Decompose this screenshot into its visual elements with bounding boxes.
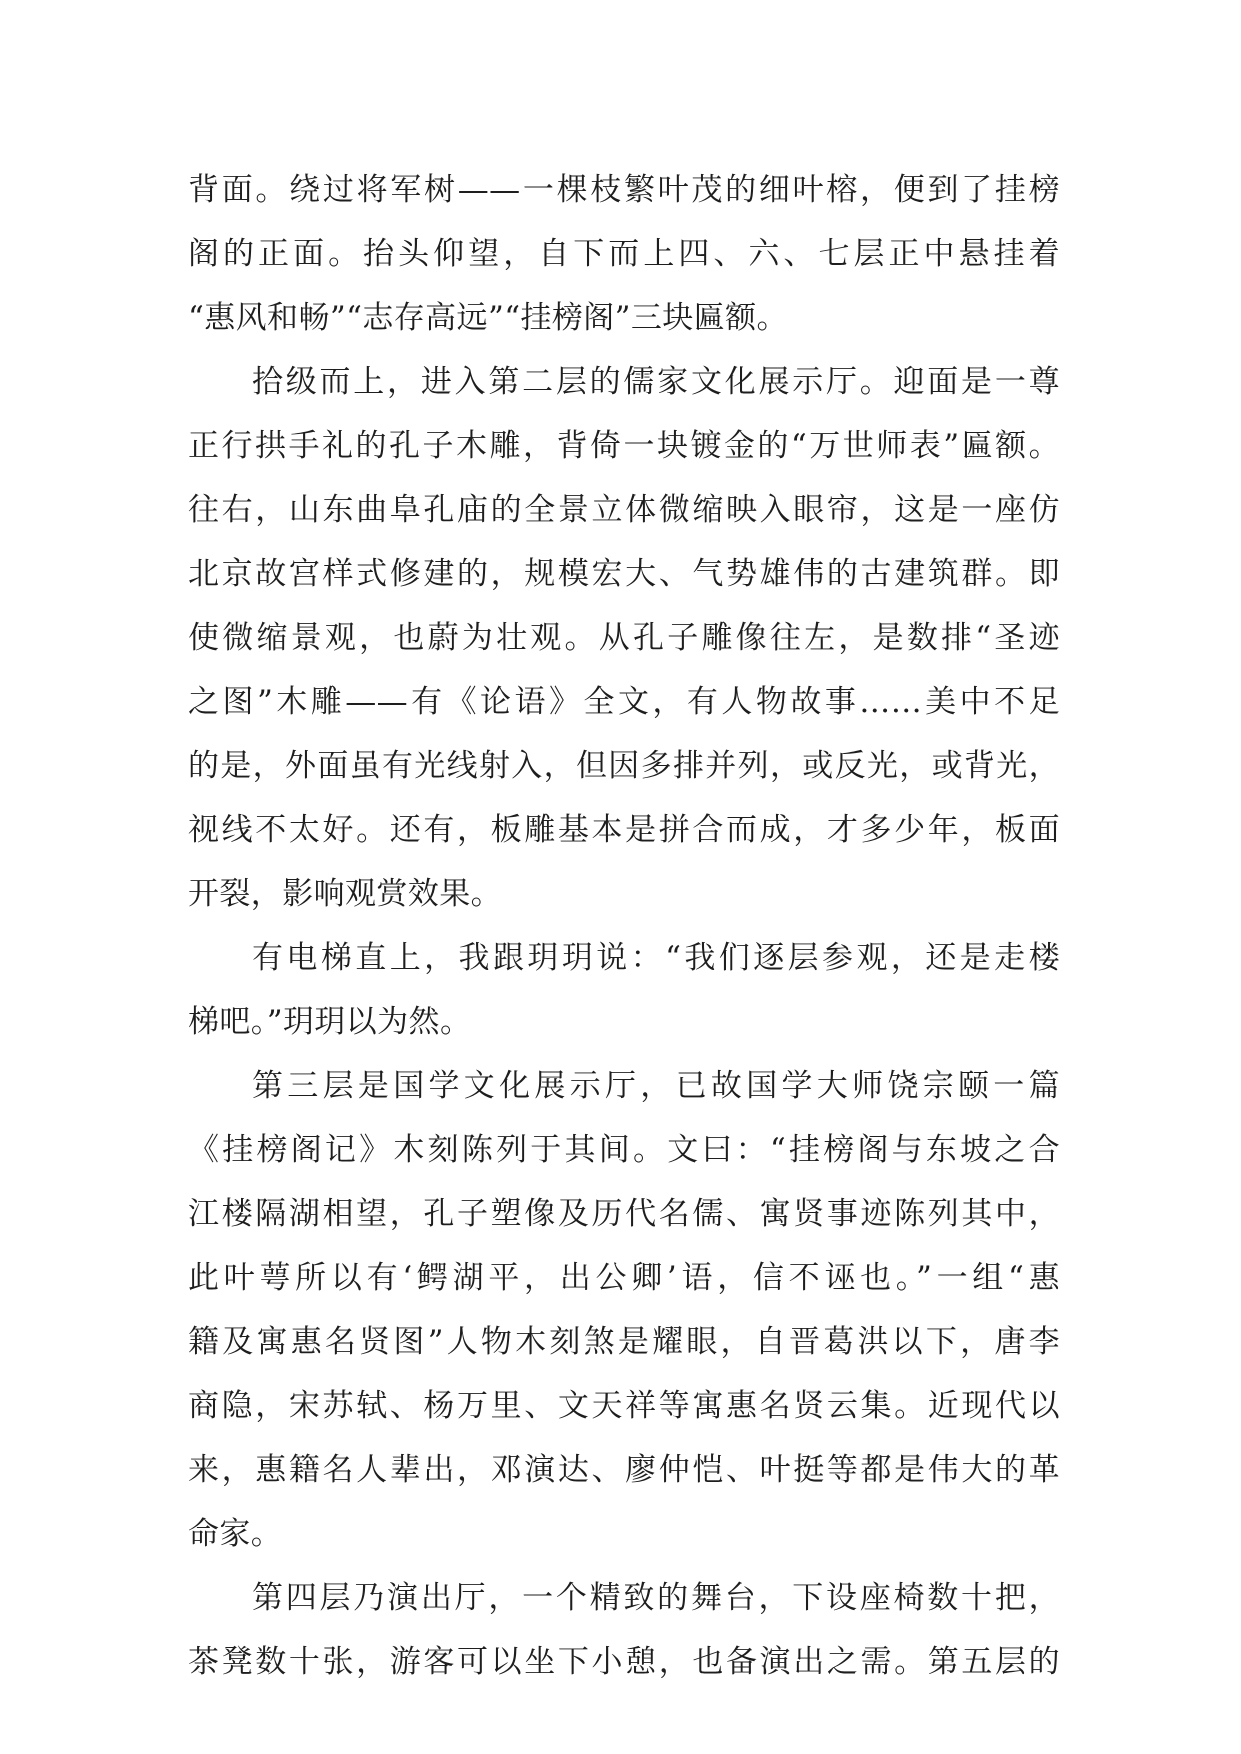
text-line: 阁的正面。抬头仰望，自下而上四、六、七层正中悬挂着 — [188, 236, 1060, 272]
text-line: 此叶萼所以有‘鳄湖平，出公卿’语，信不诬也。”一组“惠 — [188, 1260, 1060, 1296]
text-line: 《挂榜阁记》木刻陈列于其间。文曰：“挂榜阁与东坡之合 — [188, 1132, 1060, 1168]
text-line: 有电梯直上，我跟玥玥说：“我们逐层参观，还是走楼 — [252, 940, 1060, 976]
text-line: 命家。 — [188, 1516, 283, 1552]
text-line: 第四层乃演出厅，一个精致的舞台，下设座椅数十把， — [252, 1580, 1060, 1616]
text-line: 籍及寓惠名贤图”人物木刻煞是耀眼，自晋葛洪以下，唐李 — [188, 1324, 1060, 1360]
text-line: 梯吧。”玥玥以为然。 — [188, 1004, 472, 1040]
text-line: 往右，山东曲阜孔庙的全景立体微缩映入眼帘，这是一座仿 — [188, 492, 1060, 528]
text-line: 的是，外面虽有光线射入，但因多排并列，或反光，或背光， — [188, 748, 1060, 784]
text-line: 背面。绕过将军树——一棵枝繁叶茂的细叶榕，便到了挂榜 — [188, 172, 1060, 208]
text-line: 使微缩景观，也蔚为壮观。从孔子雕像往左，是数排“圣迹 — [188, 620, 1060, 656]
text-line: 北京故宫样式修建的，规模宏大、气势雄伟的古建筑群。即 — [188, 556, 1060, 592]
text-line: 来，惠籍名人辈出，邓演达、廖仲恺、叶挺等都是伟大的革 — [188, 1452, 1060, 1488]
text-line: “惠风和畅”“志存高远”“挂榜阁”三块匾额。 — [188, 300, 788, 336]
text-line: 视线不太好。还有，板雕基本是拼合而成，才多少年，板面 — [188, 812, 1060, 848]
document-body — [188, 158, 1060, 1694]
text-line: 之图”木雕——有《论语》全文，有人物故事……美中不足 — [188, 684, 1060, 720]
text-line: 拾级而上，进入第二层的儒家文化展示厅。迎面是一尊 — [252, 364, 1060, 400]
text-line: 商隐，宋苏轼、杨万里、文天祥等寓惠名贤云集。近现代以 — [188, 1388, 1060, 1424]
text-line: 茶凳数十张，游客可以坐下小憩，也备演出之需。第五层的 — [188, 1644, 1060, 1680]
text-line: 江楼隔湖相望，孔子塑像及历代名儒、寓贤事迹陈列其中， — [188, 1196, 1060, 1232]
text-line: 第三层是国学文化展示厅，已故国学大师饶宗颐一篇 — [252, 1068, 1060, 1104]
text-line: 开裂，影响观赏效果。 — [188, 876, 502, 912]
text-line: 正行拱手礼的孔子木雕，背倚一块镀金的“万世师表”匾额。 — [188, 428, 1060, 464]
